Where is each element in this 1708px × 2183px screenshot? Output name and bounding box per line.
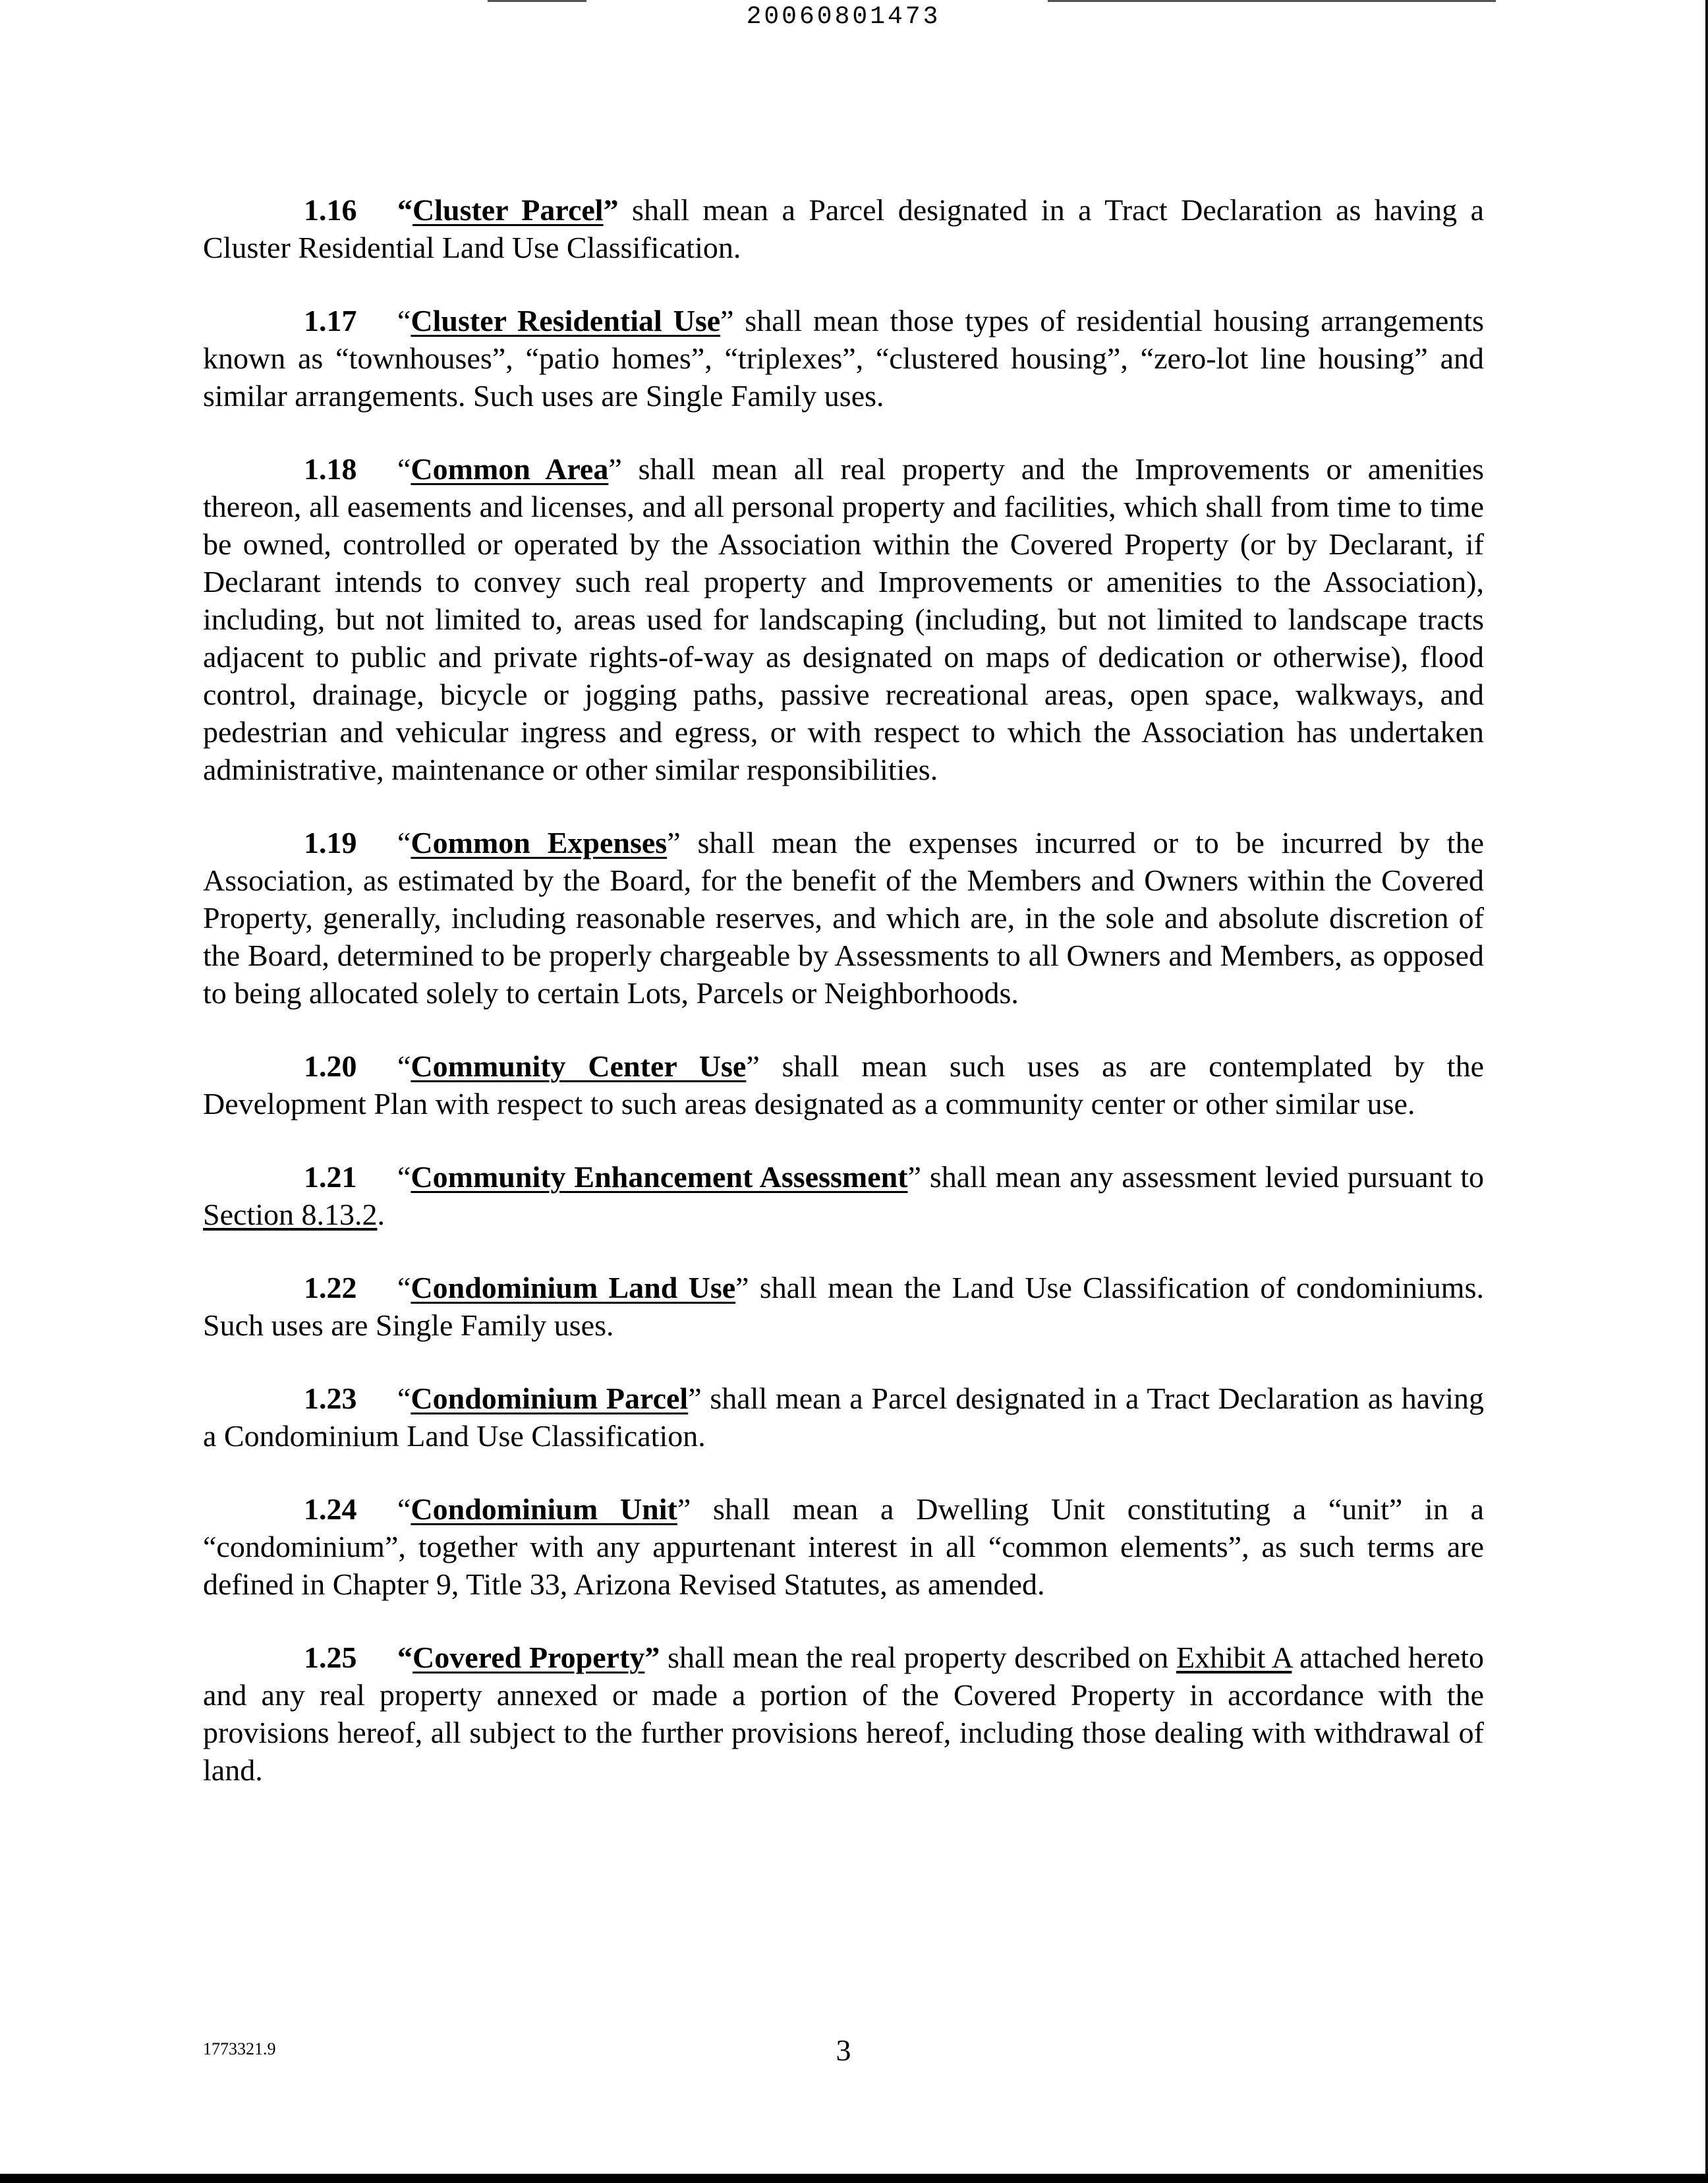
definition-1-22 [203, 1269, 1484, 1344]
document-number: 20060801473 [746, 3, 941, 31]
definition-text: shall mean a Parcel designated in a Tract Declaration as having a Condominium Land Use Classification. [203, 1382, 1484, 1453]
section-number: 1.21 [304, 1160, 357, 1194]
definition-text: shall mean any assessment levied pursuant to [921, 1160, 1485, 1194]
open-quote: “ [397, 1492, 411, 1526]
definition-1-25 [203, 1639, 1484, 1789]
close-quote: ” [720, 304, 734, 337]
open-quote: “ [397, 826, 411, 859]
close-quote: ” [603, 193, 619, 227]
open-quote: “ [397, 1382, 411, 1415]
definition-text: shall mean such uses as are contemplated by the Development Plan with respect to such areas designated as a community center or other similar use. [203, 1049, 1484, 1121]
defined-term: Condominium Parcel [411, 1382, 689, 1415]
definition-1-16 [203, 191, 1484, 266]
defined-term: Condominium Land Use [411, 1271, 736, 1304]
close-quote: ” [644, 1641, 660, 1674]
section-number: 1.17 [304, 304, 357, 337]
definition-text: shall mean all real property and the Improvements or amenities thereon, all easements and licenses, and all personal property and facilities, which shall from time to time be owned, controlled or operated by the Association within the Covered Property (or by Declarant, if Declarant intends to convey such real property and Improvements or amenities to the Association), including, but not limited to, areas used for landscaping (including, but not limited to landscape tracts adjacent to public and private rights-of-way as designated on maps of dedication or otherwise), flood control, drainage, bicycle or jogging paths, passive recreational areas, open space, walkways, and pedestrian and vehicular ingress and egress, or with respect to which the Association has undertaken administrative, maintenance or other similar responsibilities. [203, 452, 1485, 786]
document-reference: 1773321.9 [203, 2039, 276, 2058]
section-number: 1.22 [304, 1271, 357, 1304]
definition-text: shall mean the expenses incurred or to be incurred by the Association, as estimated by the Board, for the benefit of the Members and Owners within the Covered Property, generally, including reasonable reserves, and which are, in the sole and absolute discretion of the Board, determined to be properly chargeable by Assessments to all Owners and Members, as opposed to being allocated solely to certain Lots, Parcels or Neighborhoods. [203, 826, 1484, 1010]
definition-text: shall mean the Land Use Classification of condominiums. Such uses are Single Family uses. [203, 1271, 1484, 1342]
definition-1-20 [203, 1047, 1484, 1122]
open-quote: “ [397, 1271, 411, 1304]
defined-term: Common Expenses [411, 826, 668, 859]
open-quote: “ [397, 1641, 413, 1674]
definition-1-18 [203, 450, 1484, 788]
close-quote: ” [907, 1160, 921, 1194]
close-quote: ” [735, 1271, 749, 1304]
page-number: 3 [836, 2033, 851, 2067]
defined-term: Condominium Unit [411, 1492, 677, 1526]
definition-text-end: . [377, 1198, 385, 1231]
defined-term: Community Center Use [411, 1049, 747, 1083]
definition-1-19 [203, 824, 1484, 1012]
scan-edge-bottom [0, 2174, 1708, 2183]
close-quote: ” [667, 826, 681, 859]
scan-artifact-line [1048, 0, 1496, 2]
definition-text: shall mean the real property described on [660, 1641, 1177, 1674]
open-quote: “ [397, 1049, 411, 1083]
section-reference-link: Section 8.13.2 [203, 1198, 378, 1231]
section-number: 1.23 [304, 1382, 357, 1415]
exhibit-reference-link: Exhibit A [1176, 1641, 1292, 1674]
defined-term: Cluster Parcel [413, 193, 604, 227]
definition-1-24 [203, 1490, 1484, 1603]
scan-artifact-line [488, 0, 586, 2]
definition-text: shall mean a Parcel designated in a Tract Declaration as having a Cluster Residential Land Use Classification. [203, 193, 1484, 264]
section-number: 1.25 [304, 1641, 357, 1674]
definition-text-end: attached hereto and any real property annexed or made a portion of the Covered Property in accordance with the provisions hereof, all subject to the further provisions hereof, including those dealing with withdrawal of land. [203, 1641, 1484, 1787]
section-number: 1.18 [304, 452, 357, 486]
open-quote: “ [397, 304, 411, 337]
section-number: 1.19 [304, 826, 357, 859]
section-number: 1.20 [304, 1049, 357, 1083]
open-quote: “ [397, 1160, 411, 1194]
defined-term: Common Area [411, 452, 609, 486]
close-quote: ” [608, 452, 622, 486]
section-number: 1.16 [304, 193, 357, 227]
close-quote: ” [746, 1049, 760, 1083]
definition-text: shall mean a Dwelling Unit constituting a “unit” in a “condominium”, together with any appurtenant interest in all “common elements”, as such terms are defined in Chapter 9, Title 33, Arizona Revised Statutes, as amended. [203, 1492, 1484, 1601]
open-quote: “ [397, 452, 411, 486]
definition-1-23 [203, 1380, 1484, 1455]
defined-term: Covered Property [413, 1641, 645, 1674]
definitions-list [203, 191, 1484, 1824]
defined-term: Cluster Residential Use [411, 304, 721, 337]
open-quote: “ [397, 193, 413, 227]
definition-1-17 [203, 302, 1484, 415]
scan-edge-right [1705, 0, 1708, 2183]
definition-1-21 [203, 1158, 1484, 1233]
close-quote: ” [677, 1492, 691, 1526]
close-quote: ” [688, 1382, 702, 1415]
section-number: 1.24 [304, 1492, 357, 1526]
defined-term: Community Enhancement Assessment [411, 1160, 908, 1194]
definition-text: shall mean those types of residential housing arrangements known as “townhouses”, “patio homes”, “triplexes”, “clustered housing”, “zero-lot line housing” and similar arrangements. Such uses are Single Family uses. [203, 304, 1484, 413]
